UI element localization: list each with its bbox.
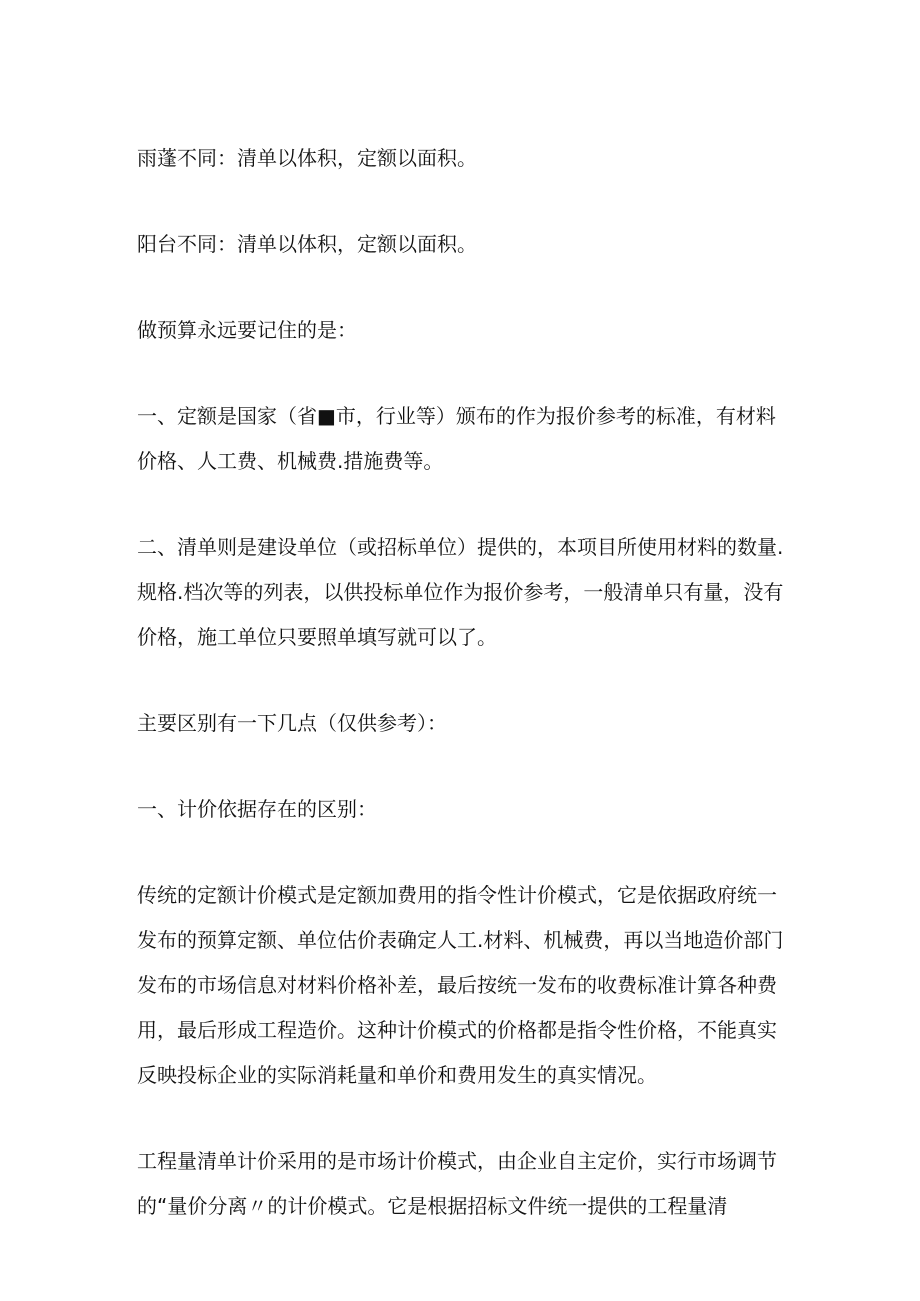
paragraph-gap xyxy=(137,1098,817,1139)
paragraph-main-differences xyxy=(137,701,817,746)
text-line: 传统的定额计价模式是定额加费用的指令性计价模式，它是依据政府统一 xyxy=(137,883,777,907)
text-line: 的“量价分离〃的计价模式。它是根据招标文件统一提供的工程量清 xyxy=(137,1194,728,1218)
text-line: 阳台不同：清单以体积，定额以面积。 xyxy=(137,232,477,256)
paragraph-quota-definition xyxy=(137,394,817,484)
text-line: 雨蓬不同：清单以体积，定额以面积。 xyxy=(137,146,477,170)
text-line: 反映投标企业的实际消耗量和单价和费用发生的真实情况。 xyxy=(137,1063,657,1087)
paragraph-bill-definition xyxy=(137,525,817,660)
paragraph-gap xyxy=(137,484,817,525)
text-line: 用，最后形成工程造价。这种计价模式的价格都是指令性价格，不能真实 xyxy=(137,1018,777,1042)
text-line: 一、定额是国家（省■市，行业等）颁布的作为报价参考的标准，有材料 xyxy=(137,404,776,428)
text-line: 主要区别有一下几点（仅供参考）： xyxy=(137,711,447,735)
text-line: 做预算永远要记住的是： xyxy=(137,318,357,342)
text-line: 发布的市场信息对材料价格补差，最后按统一发布的收费标准计算各种费 xyxy=(137,973,777,997)
paragraph-traditional-pricing xyxy=(137,873,817,1098)
text-line: 价格、人工费、机械费.措施费等。 xyxy=(137,449,444,473)
paragraph-gap xyxy=(137,660,817,701)
paragraph-gap xyxy=(137,353,817,394)
paragraph-remember xyxy=(137,308,817,353)
paragraph-gap xyxy=(137,181,817,222)
paragraph-gap xyxy=(137,267,817,308)
text-line: 一、计价依据存在的区别： xyxy=(137,797,377,821)
document-body xyxy=(137,136,817,1229)
text-line: 规格.档次等的列表，以供投标单位作为报价参考，一般清单只有量，没有 xyxy=(137,580,784,604)
text-line: 二、清单则是建设单位（或招标单位）提供的，本项目所使用材料的数量. xyxy=(137,535,784,559)
text-line: 价格，施工单位只要照单填写就可以了。 xyxy=(137,625,497,649)
paragraph-gap xyxy=(137,832,817,873)
paragraph-balcony xyxy=(137,222,817,267)
paragraph-bill-pricing xyxy=(137,1139,817,1229)
paragraph-pricing-basis-heading xyxy=(137,787,817,832)
text-line: 工程量清单计价采用的是市场计价模式，由企业自主定价，实行市场调节 xyxy=(137,1149,777,1173)
text-line: 发布的预算定额、单位估价表确定人工.材料、机械费，再以当地造价部门 xyxy=(137,928,784,952)
paragraph-canopy xyxy=(137,136,817,181)
paragraph-gap xyxy=(137,746,817,787)
